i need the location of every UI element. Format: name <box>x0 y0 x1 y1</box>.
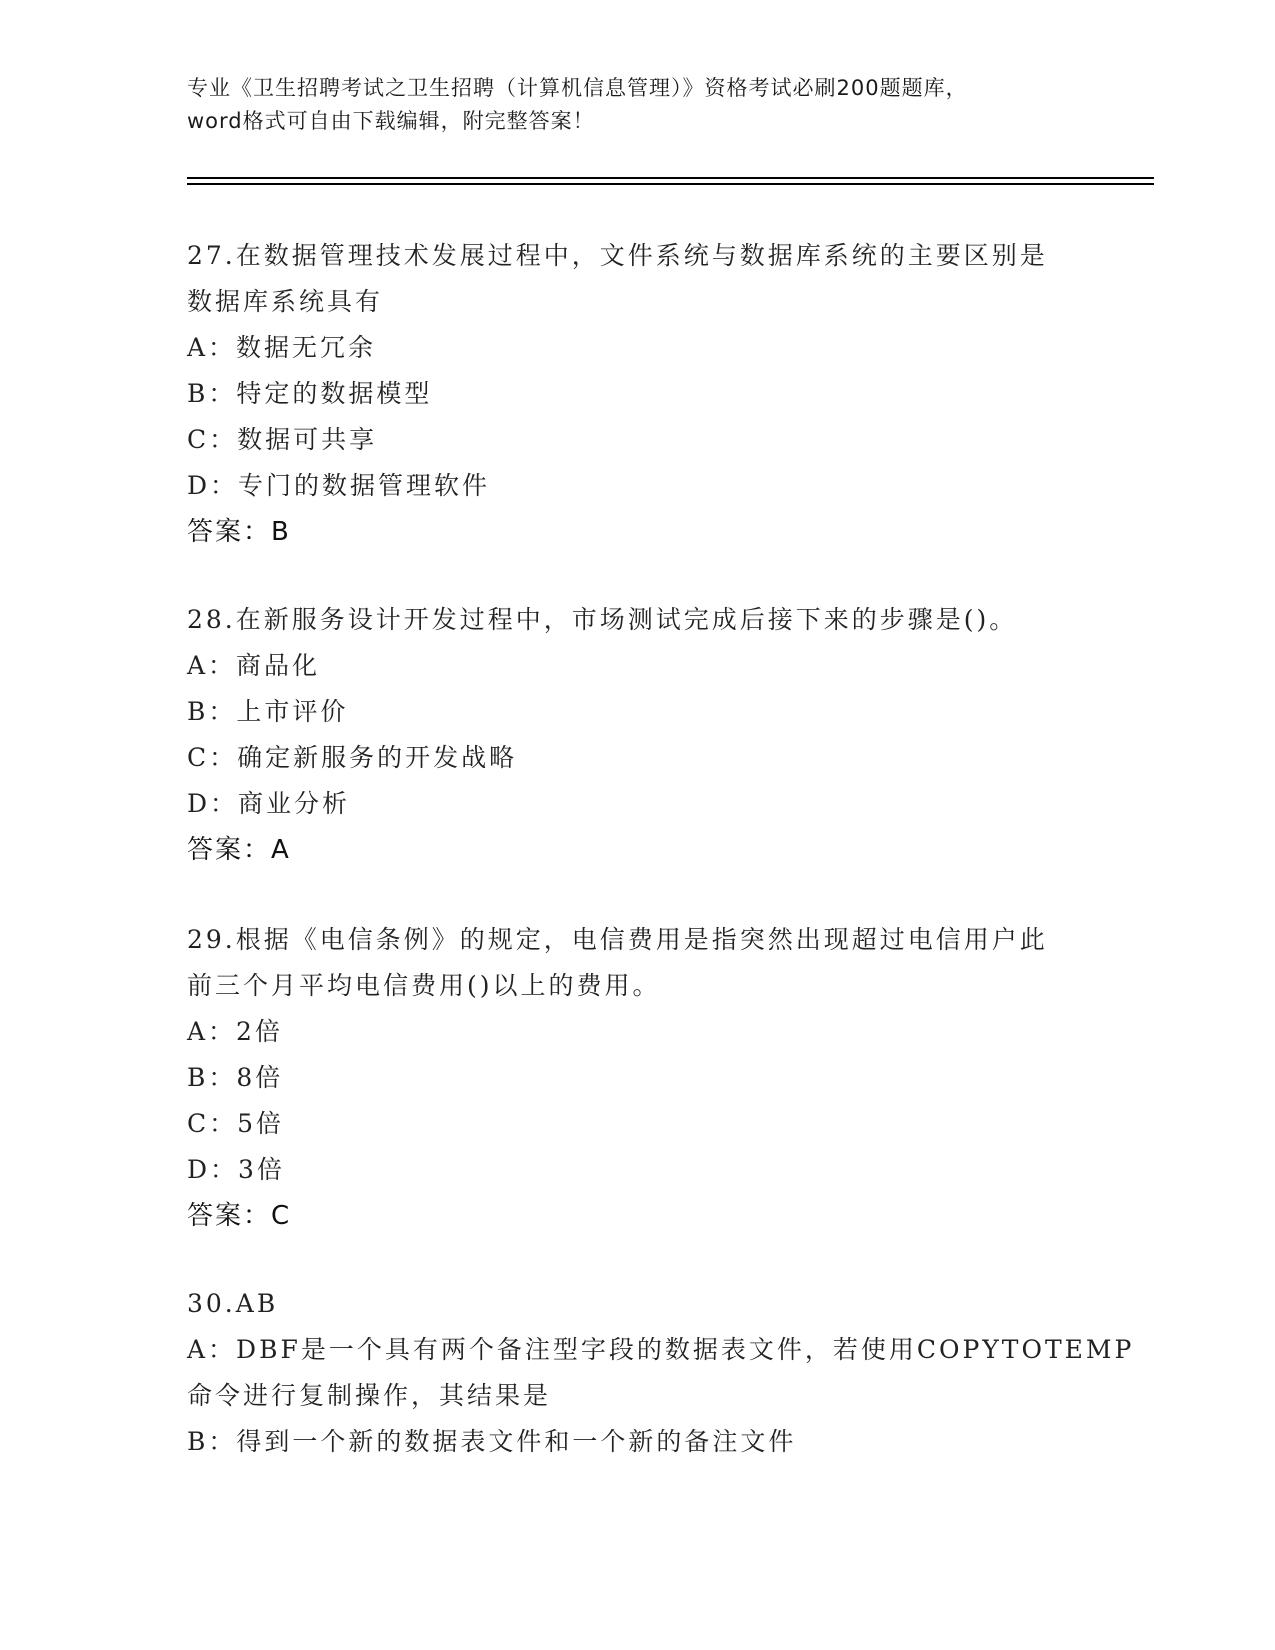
answer-line: 答案：B <box>187 517 291 547</box>
option-b: B：8倍 <box>187 1063 284 1092</box>
option-b: B：上市评价 <box>187 697 349 726</box>
option-d: D：专门的数据管理软件 <box>187 471 491 500</box>
option-a: A：2倍 <box>187 1017 283 1046</box>
question-stem-line: 27.在数据管理技术发展过程中，文件系统与数据库系统的主要区别是 <box>187 241 1048 270</box>
header-divider-bottom <box>187 183 1154 185</box>
question-30 <box>187 1281 1135 1465</box>
question-27 <box>187 233 1077 555</box>
option-a: A：数据无冗余 <box>187 333 377 362</box>
answer-line: 答案：C <box>187 1201 292 1231</box>
option-a-continued: 命令进行复制操作，其结果是 <box>187 1381 552 1410</box>
question-stem-line: 28.在新服务设计开发过程中，市场测试完成后接下来的步骤是()。 <box>187 605 1018 634</box>
option-c: C：5倍 <box>187 1109 285 1138</box>
option-c: C：数据可共享 <box>187 425 378 454</box>
header-title-line-2: word格式可自由下载编辑，附完整答案！ <box>187 109 595 133</box>
option-d: D：3倍 <box>187 1155 285 1184</box>
option-b: B：得到一个新的数据表文件和一个新的备注文件 <box>187 1427 797 1456</box>
header-divider-top <box>187 177 1154 179</box>
question-stem-line: 30.AB <box>187 1289 279 1318</box>
question-stem-line: 数据库系统具有 <box>187 287 384 316</box>
header-title-line-1: 专业《卫生招聘考试之卫生招聘（计算机信息管理）》资格考试必刷200题题库， <box>187 76 968 100</box>
option-c: C：确定新服务的开发战略 <box>187 743 518 772</box>
option-a: A：商品化 <box>187 651 321 680</box>
answer-line: 答案：A <box>187 835 291 865</box>
question-stem-line: 前三个月平均电信费用()以上的费用。 <box>187 971 661 1000</box>
question-29 <box>187 917 1077 1239</box>
question-stem-line: 29.根据《电信条例》的规定，电信费用是指突然出现超过电信用户此 <box>187 925 1048 954</box>
option-a: A：DBF是一个具有两个备注型字段的数据表文件，若使用COPYTOTEMP <box>187 1335 1135 1364</box>
question-28 <box>187 597 1077 873</box>
option-d: D：商业分析 <box>187 789 351 818</box>
document-header <box>187 72 1087 138</box>
option-b: B：特定的数据模型 <box>187 379 433 408</box>
